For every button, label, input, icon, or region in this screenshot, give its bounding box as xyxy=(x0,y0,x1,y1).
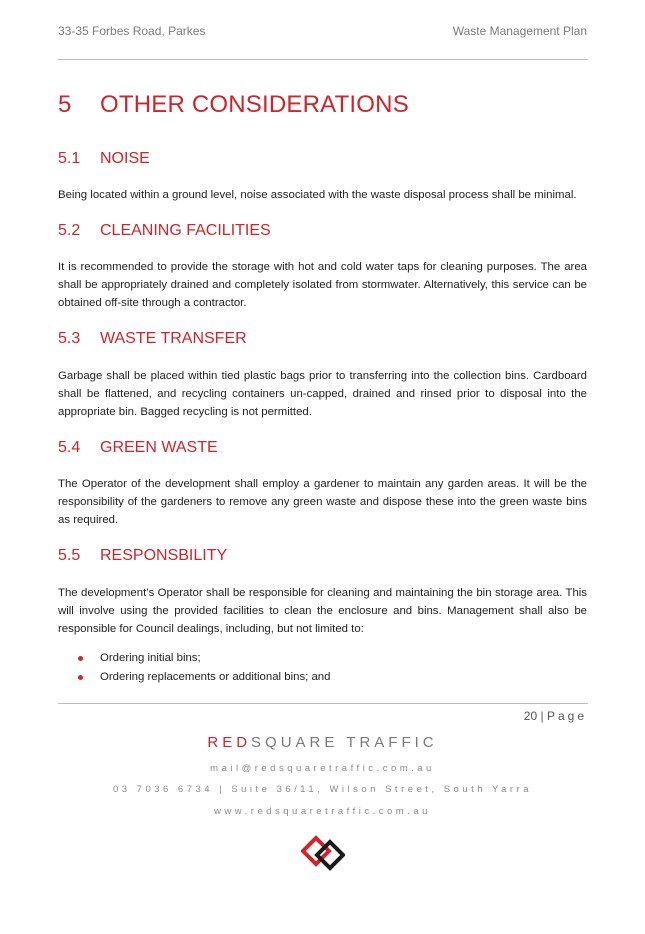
section-heading-cleaning-facilities xyxy=(58,222,271,240)
chapter-title: OTHER CONSIDERATIONS xyxy=(100,91,409,118)
page-number-separator: | xyxy=(540,709,544,723)
header-divider xyxy=(58,59,588,60)
page-number-label: Page xyxy=(546,709,587,723)
section-title: NOISE xyxy=(100,150,150,167)
running-header-address: 33-35 Forbes Road, Parkes xyxy=(58,24,206,38)
section-number: 5.4 xyxy=(58,439,81,456)
chapter-heading xyxy=(58,91,409,119)
section-number: 5.3 xyxy=(58,330,81,347)
section-title: CLEANING FACILITIES xyxy=(100,222,271,239)
section-number: 5.1 xyxy=(58,150,81,167)
section-body-noise: Being located within a ground level, noise associated with the waste disposal process shall be minimal. xyxy=(58,189,577,201)
section-body-waste-transfer: Garbage shall be placed within tied plastic bags prior to transferring into the collection bins. Cardboard shall be flattened, and recycling containers un-capped, drained and rinsed prior to disposal into the appropriate bin. Bagged recycling is not permitted. xyxy=(58,370,587,419)
bullet-icon xyxy=(78,656,83,661)
list-item-text: Ordering initial bins; xyxy=(100,652,201,664)
footer-address: 03 7036 6734 | Suite 36/11, Wilson Street, South Yarra xyxy=(112,784,533,795)
section-title: GREEN WASTE xyxy=(100,439,218,456)
page-number xyxy=(524,709,587,723)
section-title: WASTE TRANSFER xyxy=(100,330,247,347)
bullet-icon xyxy=(78,675,83,680)
wordmark-red-part: RED xyxy=(207,734,252,751)
bullet-list xyxy=(58,649,587,687)
section-heading-waste-transfer xyxy=(58,330,247,348)
company-wordmark xyxy=(0,734,645,751)
running-header-document-title: Waste Management Plan xyxy=(452,24,587,38)
section-body-responsibility: The development’s Operator shall be responsible for cleaning and maintaining the bin storage area. This will involve using the provided facilities to clean the enclosure and bins. Management shall also be responsible for Council dealings, including, but not limited to: xyxy=(58,587,587,636)
chapter-number: 5 xyxy=(58,91,72,118)
list-item xyxy=(58,649,587,668)
footer-website: www.redsquaretraffic.com.au xyxy=(214,806,431,817)
section-heading-noise xyxy=(58,150,150,168)
section-body-green-waste: The Operator of the development shall employ a gardener to maintain any garden areas. It will be the responsibility of the gardeners to remove any green waste and dispose these into the green waste bins as required. xyxy=(58,478,587,527)
list-item-text: Ordering replacements or additional bins; and xyxy=(100,671,331,683)
section-number: 5.2 xyxy=(58,222,81,239)
section-body-cleaning-facilities: It is recommended to provide the storage with hot and cold water taps for cleaning purposes. The area shall be appropriately drained and completely isolated from stormwater. Alternatively, this service can be obtained off-site through a contractor. xyxy=(58,261,587,310)
list-item xyxy=(58,668,587,687)
section-title: RESPONSBILITY xyxy=(100,547,228,564)
wordmark-grey-part: SQUARE TRAFFIC xyxy=(251,734,438,751)
section-heading-responsibility xyxy=(58,547,227,565)
section-heading-green-waste xyxy=(58,439,218,457)
footer-divider xyxy=(58,703,588,704)
section-number: 5.5 xyxy=(58,547,81,564)
footer-email: mail@redsquaretraffic.com.au xyxy=(210,763,435,774)
company-logo-icon xyxy=(301,834,345,872)
page-number-value: 20 xyxy=(523,709,538,723)
